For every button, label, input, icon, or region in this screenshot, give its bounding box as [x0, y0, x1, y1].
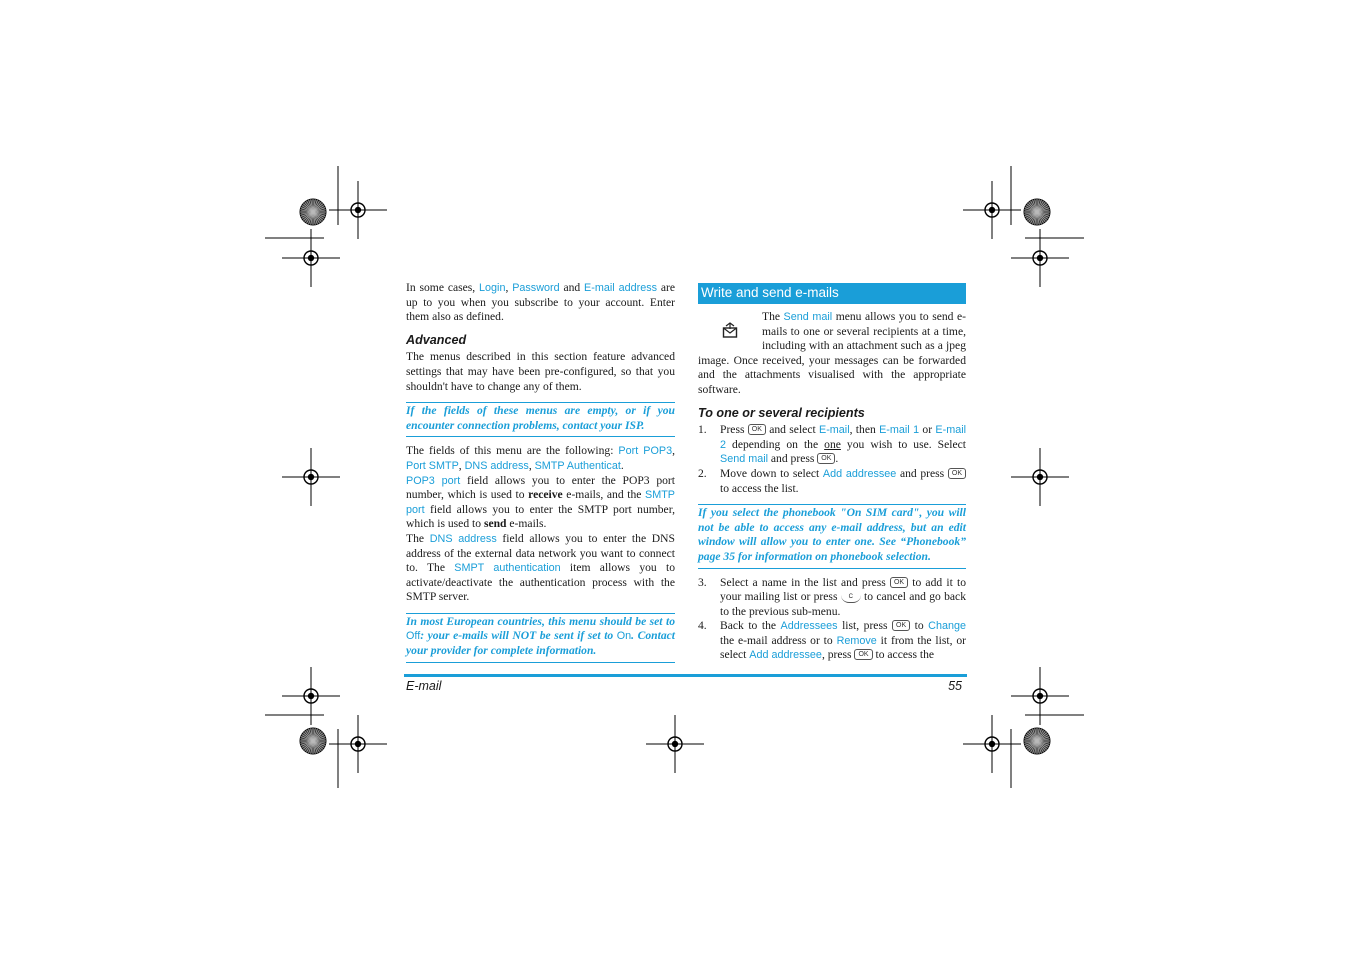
- isp-note: If the fields of these menus are empty, or if you encounter connection problems, contact your ISP.: [406, 402, 675, 437]
- password-menu-term: Password: [512, 282, 560, 294]
- addressees-term: Addressees: [780, 620, 838, 633]
- send-mail-term: Send mail: [783, 311, 833, 323]
- send-mail-intro: The Send mail menu allows you to send e-mails to one or several recipients at a time, including with an attachment such as a jpeg image. Once received, your messages can be forwarded and the attachments visualised with the appropriate software.: [698, 310, 966, 396]
- starburst-icon: [300, 199, 326, 225]
- email-1-term: E-mail 1: [879, 424, 920, 437]
- advanced-heading: Advanced: [406, 332, 467, 347]
- registration-mark-icon: [282, 448, 340, 506]
- step-4: 4. Back to the Addressees list, press OK to Change the e-mail address or to Remove it from the list, or select Add addressee, press OK to access the: [698, 619, 966, 662]
- ok-key-icon: OK: [854, 649, 872, 660]
- ok-key-icon: OK: [948, 468, 966, 479]
- ok-key-icon: OK: [890, 577, 908, 588]
- pop3-port-term: POP3 port: [406, 474, 461, 487]
- registration-mark-icon: [646, 715, 704, 773]
- footer-section-name: E-mail: [406, 679, 442, 693]
- footer-rule: [404, 674, 967, 677]
- registration-mark-icon: [963, 715, 1021, 773]
- step-3: 3. Select a name in the list and press OK to add it to your mailing list or press C to cancel and go back to the previous sub-menu.: [698, 575, 966, 618]
- c-key-icon: C: [841, 593, 861, 603]
- port-smtp-term: Port SMTP: [406, 459, 459, 472]
- advanced-paragraph: The menus described in this section feature advanced settings that may have been pre-configured, so that you shouldn't have to change any of them.: [406, 350, 675, 393]
- remove-term: Remove: [836, 634, 877, 647]
- ports-paragraph: POP3 port field allows you to enter the POP3 port number, which is used to receive e-mails, and the SMTP port field allows you to enter the SMTP port number, which is used to send e-mails.: [406, 473, 675, 531]
- step-1: 1. Press OK and select E-mail, then E-mail 1 or E-mail 2 depending on the one you wish to use. Select Send mail and press OK .: [698, 423, 966, 466]
- left-column: [406, 281, 675, 670]
- send-mail-term-2: Send mail: [720, 453, 769, 466]
- smtp-authenticat-term: SMTP Authenticat: [534, 459, 621, 472]
- starburst-icon: [1024, 728, 1050, 754]
- recipients-heading: To one or several recipients: [698, 405, 865, 420]
- dns-address-term: DNS address: [464, 459, 529, 472]
- right-column: [698, 283, 966, 663]
- ok-key-icon: OK: [748, 424, 766, 435]
- email-2-term: E-mail 2: [720, 424, 966, 451]
- starburst-icon: [1024, 199, 1050, 225]
- add-addressee-term: Add addressee: [822, 467, 897, 480]
- registration-mark-icon: [1011, 667, 1069, 725]
- section-title-bar: Write and send e-mails: [698, 283, 966, 304]
- page-number: 55: [948, 679, 962, 693]
- smpt-authentication-term: SMPT authentication: [454, 562, 561, 575]
- on-term: On: [616, 630, 632, 643]
- fields-paragraph: The fields of this menu are the following: Port POP3, Port SMTP, DNS address, SMTP Authenticat.: [406, 444, 675, 472]
- email-menu-term: E-mail: [819, 424, 850, 437]
- ok-key-icon: OK: [892, 620, 910, 631]
- envelope-icon: [698, 310, 762, 350]
- european-countries-note: In most European countries, this menu should be set to Off: your e-mails will NOT be sent if set to On. Contact your provider for complete information.: [406, 613, 675, 663]
- off-term: Off: [406, 630, 421, 643]
- step-2: 2. Move down to select Add addressee and press OK to access the list.: [698, 467, 966, 496]
- change-term: Change: [928, 620, 966, 633]
- intro-paragraph: In some cases, Login, Password and E-mail address are up to you when you subscribe to your account. Enter them also as defined.: [406, 281, 675, 324]
- registration-mark-icon: [282, 667, 340, 725]
- registration-mark-icon: [963, 181, 1021, 239]
- ok-key-icon: OK: [817, 453, 835, 464]
- add-addressee-term-2: Add addressee: [749, 649, 822, 662]
- dns-address-term-2: DNS address: [429, 532, 497, 545]
- login-menu-term: Login: [479, 282, 506, 294]
- port-pop3-term: Port POP3: [618, 445, 673, 458]
- smtp-port-term: SMTP port: [406, 489, 675, 516]
- starburst-icon: [300, 728, 326, 754]
- phonebook-note: If you select the phonebook "On SIM card", you will not be able to access any e-mail address, but an edit window will allow you to enter one. See “Phonebook” page 35 for information on phonebook selection.: [698, 504, 966, 568]
- dns-paragraph: The DNS address field allows you to enter the DNS address of the external data network you want to connect to. The SMPT authentication item allows you to activate/deactivate the authentication process with the SMTP server.: [406, 531, 676, 604]
- email-address-menu-term: E-mail address: [584, 282, 657, 294]
- registration-mark-icon: [1011, 448, 1069, 506]
